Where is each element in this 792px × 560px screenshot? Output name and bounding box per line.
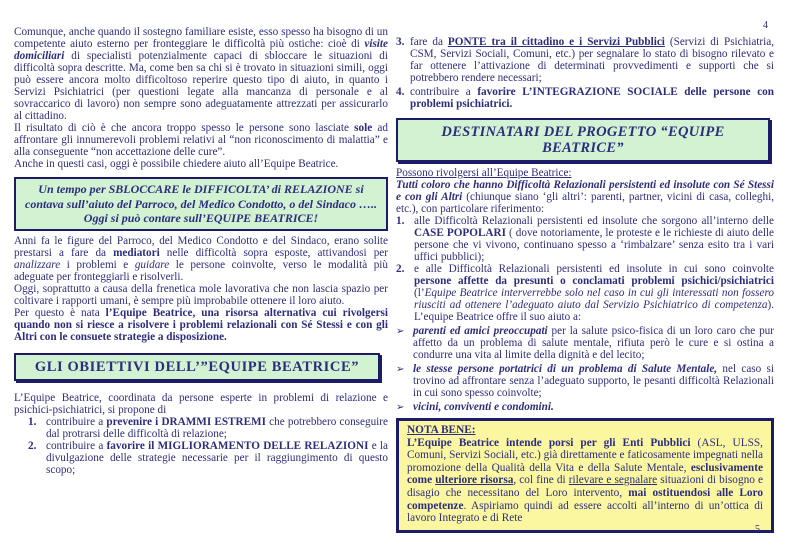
list-item-text: contribuire a favorire il MIGLIORAMENTO DELLE RELAZIONI e la divulgazione delle strategie necessarie per il raggiungimento di questo scopo; <box>46 439 388 476</box>
list-item-text: contribuire a favorire L’INTEGRAZIONE SOCIALE delle persone con problemi psichiatrici. <box>410 86 774 110</box>
section-header-objectives: GLI OBIETTIVI DELL’”EQUIPE BEATRICE” <box>14 353 380 381</box>
objectives-list <box>14 416 388 476</box>
arrow-bullet-icon: ➢ <box>396 402 405 413</box>
left-column <box>14 0 388 476</box>
objective-item-2 <box>28 440 388 476</box>
aid-recipients-list <box>396 325 774 414</box>
nota-bene-title: NOTA BENE: <box>407 424 476 436</box>
page-number-bottom: 5 <box>755 524 760 535</box>
paragraph-possono-rivolgersi: Possono rivolgersi all’Equipe Beatrice: <box>396 167 572 179</box>
destinatari-item-2 <box>396 263 774 323</box>
bullet-text: vicini, conviventi e condomini. <box>413 401 554 413</box>
paragraph-per-questo-nata: Per questo è nata l’Equipe Beatrice, una risorsa alternativa cui rivolgersi quando non si riesce a risolvere i problemi relazionali con Sé Stessi e con gli Altri con le consuete strategie a disposizione. <box>14 306 388 343</box>
callout-un-tempo: Un tempo per SBLOCCARE le DIFFICOLTA’ di RELAZIONE si contava sull’aiuto del Parroco, del Medico Condotto, o del Sindaco ….. Oggi si può contare sull’EQUIPE BEATRICE! <box>14 177 388 231</box>
list-item-text: e alle Difficoltà Relazionali persistenti ed insolute in cui sono coinvolte persone affette da presunti o conclamati problemi psichici/psichiatrici (l’Equipe Beatrice interverrebbe solo nel caso in cui gli interessati non fossero riusciti ad ottenere l’adeguato aiuto dal Servizio Psichiatrico di competenza). L’equipe Beatrice offre il suo aiuto a: <box>414 263 774 323</box>
paragraph-oggi-mole-lavorativa: Oggi, soprattutto a causa della frenetica mole lavorativa che non lascia spazio per coltivare i rapporti umani, è sempre più improbabile ottenere il loro aiuto. <box>14 282 388 307</box>
paragraph-result: Il risultato di ciò è che ancora troppo spesso le persone sono lasciate sole ad affrontare gli innumerevoli problemi relativi al “non riconoscimento di malattia” e alla conseguente “non accettazione delle cure”. <box>14 122 388 158</box>
bullet-text: parenti ed amici preoccupati per la salute psico-fisica di un loro caro che pur affetto da un problema di salute mentale, rifiuta però le cure e si ostina a condurre una vita al limite della dignità e del lecito; <box>413 325 775 361</box>
paragraph-anni-fa: Anni fa le figure del Parroco, del Medico Condotto e del Sindaco, erano solite prestarsi a fare da mediatori nelle difficoltà sopra esposte, attivandosi per analizzare i problemi e guidare le persone coinvolte, verso le modalità più adeguate per fronteggiarli e risolverli. <box>14 234 388 283</box>
bullet-parenti-amici <box>396 325 774 361</box>
paragraph-equipe-intro: L’Equipe Beatrice, coordinata da persone esperte in problemi di relazione e psichici-psichiatrici, si propone di <box>14 391 388 416</box>
list-number: 1. <box>28 415 37 428</box>
objective-item-1 <box>28 416 388 440</box>
destinatari-item-1 <box>396 215 774 263</box>
right-column <box>396 0 774 533</box>
list-number: 3. <box>396 36 405 48</box>
destinatari-list <box>396 215 774 323</box>
bullet-text: le stesse persone portatrici di un problema di Salute Mentale, nel caso si trovino ad affrontare senza l’adeguato supporto, le pesanti difficoltà Relazionali in cui sono spesso coinvolte; <box>413 363 775 399</box>
list-item-text: fare da PONTE tra il cittadino e i Servizi Pubblici (Servizi di Psichiatria, CSM, Servizi Sociali, Comuni, etc.) per segnalare lo stato di bisogno rilevato e far ottenere l’attivazione di determinati provvedimenti e supporti che si potrebbero rendere necessari; <box>410 36 774 84</box>
page-number-top: 4 <box>763 20 768 31</box>
paragraph-family-support: Comunque, anche quando il sostegno familiare esiste, esso spesso ha bisogno di un competente aiuto esterno per fronteggiare le difficoltà più ostiche: cioè di visite domiciliari di specialisti potenzialmente capaci di sbloccare le situazioni di difficoltà sopra descritte. Ma, come ben sa chi si è trovato in situazioni simili, oggi può essere ancora molto difficoltoso reperire questo tipo di aiuto, in quanto i Servizi Psichiatrici (per questioni legate alla mancanza di personale e al sovraccarico di lavoro) non sempre sono adeguatamente attrezzati per assicurarlo al cittadino. <box>14 26 388 122</box>
bullet-vicini-conviventi <box>396 401 774 414</box>
nota-bene-box <box>396 418 774 533</box>
list-item-text: contribuire a prevenire i DRAMMI ESTREMI che potrebbero conseguire dal protrarsi delle difficoltà di relazione; <box>46 415 388 440</box>
section-header-destinatari: DESTINATARI DEL PROGETTO “EQUIPE BEATRICE” <box>396 118 770 162</box>
arrow-bullet-icon: ➢ <box>396 364 405 375</box>
bullet-persone-portatrici <box>396 363 774 399</box>
list-number: 1. <box>396 215 405 227</box>
paragraph-tutti-coloro: Tutti coloro che hanno Difficoltà Relazionali persistenti ed insolute con Sé Stessi e con gli Altri (chiunque siano ‘gli altri’: parenti, partner, vicini di casa, colleghi, etc.), con particolare riferimento: <box>396 179 774 215</box>
objective-item-3 <box>396 36 774 84</box>
paragraph-ask-equipe: Anche in questi casi, oggi è possibile chiedere aiuto all’Equipe Beatrice. <box>14 158 339 170</box>
list-number: 2. <box>396 263 405 275</box>
objective-item-4 <box>396 86 774 110</box>
nota-bene-body: L’Equipe Beatrice intende porsi per gli Enti Pubblici (ASL, ULSS, Comuni, Servizi Sociali, etc.) già direttamente e faticosamente impegnati nella promozione della Qualità della Vita e della Salute Mentale, esclusivamente come ulteriore risorsa, col fine di rilevare e segnalare situazioni di bisogno e disagio che necessitano del Loro intervento, mai ostituendosi alle Loro competenze. Aspiriamo quindi ad essere accolti all’interno di un’ottica di lavoro Integrato e di Rete <box>407 436 763 525</box>
arrow-bullet-icon: ➢ <box>396 326 405 337</box>
list-number: 4. <box>396 86 405 98</box>
objectives-list-continued <box>396 36 774 110</box>
list-number: 2. <box>28 439 37 452</box>
list-item-text: alle Difficoltà Relazionali persistenti ed insolute che sorgono all’interno delle CASE POPOLARI ( dove notoriamente, le proteste e le richieste di aiuto delle persone che vi vivono, continuano spesso a ‘rimbalzare’ senza esito tra i vari uffici pubblici); <box>414 215 774 263</box>
